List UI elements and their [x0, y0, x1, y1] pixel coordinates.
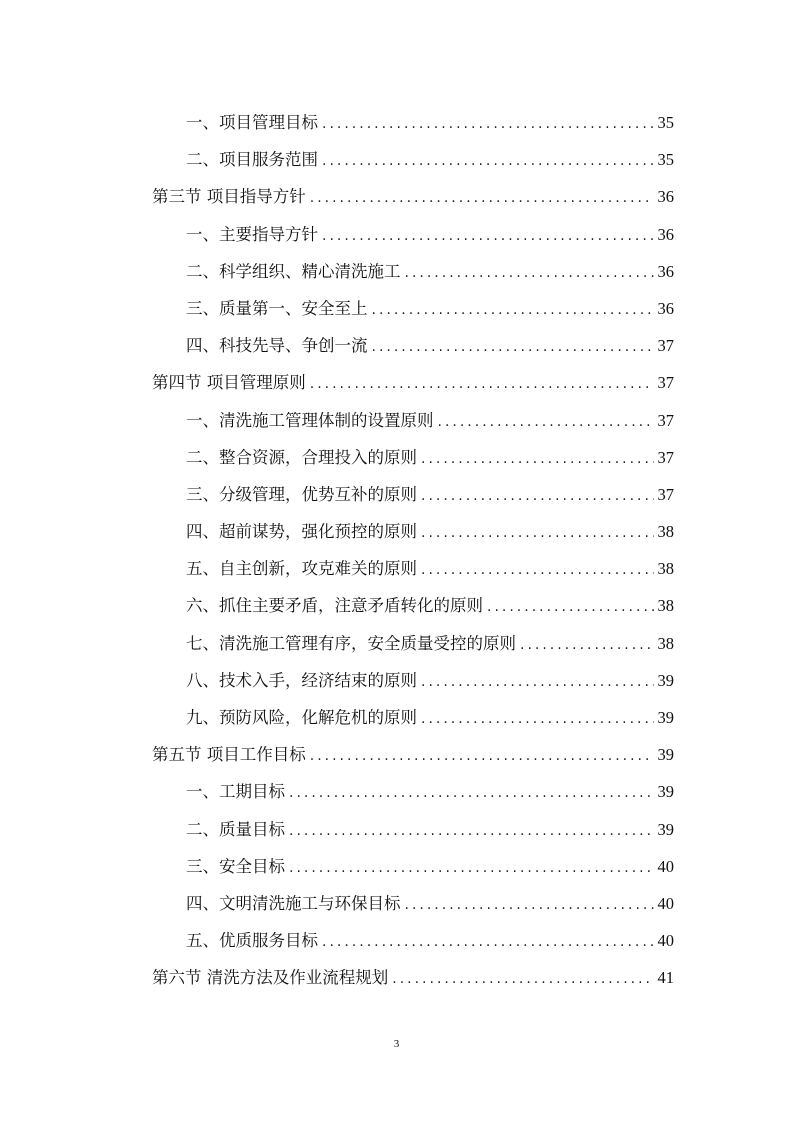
- toc-entry-label: 二、科学组织、精心清洗施工: [186, 261, 401, 281]
- toc-entry-row: [152, 550, 674, 587]
- toc-leader-dots: [421, 701, 654, 738]
- toc-leader-dots: [322, 143, 654, 180]
- toc-leader-dots: [322, 924, 654, 961]
- toc-entry-row: [152, 253, 674, 290]
- toc-page-number: 38: [657, 633, 674, 653]
- toc-entry-label: 四、文明清洗施工与环保目标: [186, 893, 401, 913]
- toc-entry-label: 八、技术入手，经济结束的原则: [186, 670, 417, 690]
- toc-entry-row: [152, 104, 674, 141]
- toc-entry-row: [152, 587, 674, 624]
- toc-entry-row: [152, 402, 674, 439]
- toc-entry-row: [152, 773, 674, 810]
- toc-section-row: [152, 178, 674, 215]
- toc-entry-label: 三、分级管理，优势互补的原则: [186, 484, 417, 504]
- toc-page-number: 36: [657, 298, 674, 318]
- toc-section-row: [152, 959, 674, 996]
- toc-entry-label: 一、工期目标: [186, 782, 285, 802]
- toc-entry-label: 第五节 项目工作目标: [152, 745, 306, 765]
- toc-leader-dots: [421, 478, 654, 515]
- toc-leader-dots: [520, 627, 654, 664]
- toc-entry-label: 第四节 项目管理原则: [152, 373, 306, 393]
- toc-page-number: 39: [657, 745, 674, 765]
- toc-entry-label: 五、自主创新，攻克难关的原则: [186, 559, 417, 579]
- toc-leader-dots: [322, 218, 654, 255]
- toc-leader-dots: [289, 775, 654, 812]
- toc-page-number: 39: [657, 670, 674, 690]
- toc-page-number: 37: [657, 484, 674, 504]
- toc-page-number: 37: [657, 410, 674, 430]
- toc-page-number: 38: [657, 522, 674, 542]
- toc-entry-row: [152, 141, 674, 178]
- toc-entry-label: 三、安全目标: [186, 856, 285, 876]
- toc-page-number: 35: [657, 150, 674, 170]
- toc-entry-row: [152, 699, 674, 736]
- toc-section-row: [152, 736, 674, 773]
- toc-entry-label: 一、项目管理目标: [186, 113, 318, 132]
- toc-entry-row: [152, 885, 674, 922]
- toc-leader-dots: [392, 961, 653, 998]
- toc-entry-label: 四、超前谋势，强化预控的原则: [186, 522, 417, 542]
- toc-entry-row: [152, 439, 674, 476]
- toc-page-number: 36: [657, 187, 674, 207]
- toc-entry-label: 七、清洗施工管理有序，安全质量受控的原则: [186, 633, 516, 653]
- toc-entry-label: 一、主要指导方针: [186, 224, 318, 244]
- toc-leader-dots: [421, 441, 654, 478]
- toc-entry-row: [152, 327, 674, 364]
- toc-entry-row: [152, 513, 674, 550]
- toc-page-number: 39: [657, 708, 674, 727]
- toc-entry-row: [152, 216, 674, 253]
- toc-page-number: 40: [657, 856, 674, 876]
- toc-leader-dots: [421, 515, 654, 552]
- toc-page-number: 35: [657, 113, 674, 132]
- toc-leader-dots: [487, 589, 654, 626]
- toc-page-number: 37: [657, 373, 674, 393]
- toc-entry-label: 二、项目服务范围: [186, 150, 318, 170]
- toc-leader-dots: [405, 887, 654, 924]
- toc-leader-dots: [289, 850, 654, 887]
- toc-page-number: 36: [657, 261, 674, 281]
- toc-entry-label: 二、整合资源，合理投入的原则: [186, 447, 417, 467]
- table-of-contents: [152, 104, 674, 997]
- toc-entry-row: [152, 811, 674, 848]
- toc-leader-dots: [310, 180, 654, 217]
- toc-leader-dots: [372, 329, 654, 366]
- toc-leader-dots: [372, 292, 654, 329]
- toc-entry-row: [152, 290, 674, 327]
- page-number: 3: [393, 1038, 400, 1050]
- toc-leader-dots: [405, 255, 654, 292]
- toc-entry-label: 二、质量目标: [186, 819, 285, 839]
- toc-leader-dots: [322, 106, 654, 143]
- toc-page-number: 40: [657, 893, 674, 913]
- toc-entry-label: 三、质量第一、安全至上: [186, 298, 368, 318]
- toc-entry-row: [152, 662, 674, 699]
- toc-entry-label: 一、清洗施工管理体制的设置原则: [186, 410, 434, 430]
- toc-page-number: 37: [657, 336, 674, 356]
- toc-entry-label: 第三节 项目指导方针: [152, 187, 306, 207]
- toc-leader-dots: [310, 366, 654, 403]
- toc-leader-dots: [310, 738, 654, 775]
- toc-page-number: 40: [657, 931, 674, 951]
- toc-entry-row: [152, 476, 674, 513]
- toc-entry-label: 六、抓住主要矛盾，注意矛盾转化的原则: [186, 596, 483, 616]
- toc-entry-label: 九、预防风险，化解危机的原则: [186, 708, 417, 727]
- toc-page-number: 38: [657, 596, 674, 616]
- toc-page-number: 38: [657, 559, 674, 579]
- toc-entry-row: [152, 848, 674, 885]
- toc-section-row: [152, 364, 674, 401]
- toc-leader-dots: [421, 552, 654, 589]
- toc-leader-dots: [289, 813, 654, 850]
- toc-page-number: 37: [657, 447, 674, 467]
- toc-page-number: 41: [657, 968, 674, 988]
- toc-leader-dots: [421, 664, 654, 701]
- toc-entry-label: 第六节 清洗方法及作业流程规划: [152, 968, 389, 988]
- toc-page-number: 39: [657, 782, 674, 802]
- toc-entry-row: [152, 625, 674, 662]
- toc-entry-row: [152, 922, 674, 959]
- toc-page-number: 39: [657, 819, 674, 839]
- toc-leader-dots: [438, 404, 654, 441]
- toc-entry-label: 四、科技先导、争创一流: [186, 336, 368, 356]
- toc-entry-label: 五、优质服务目标: [186, 931, 318, 951]
- toc-page-number: 36: [657, 224, 674, 244]
